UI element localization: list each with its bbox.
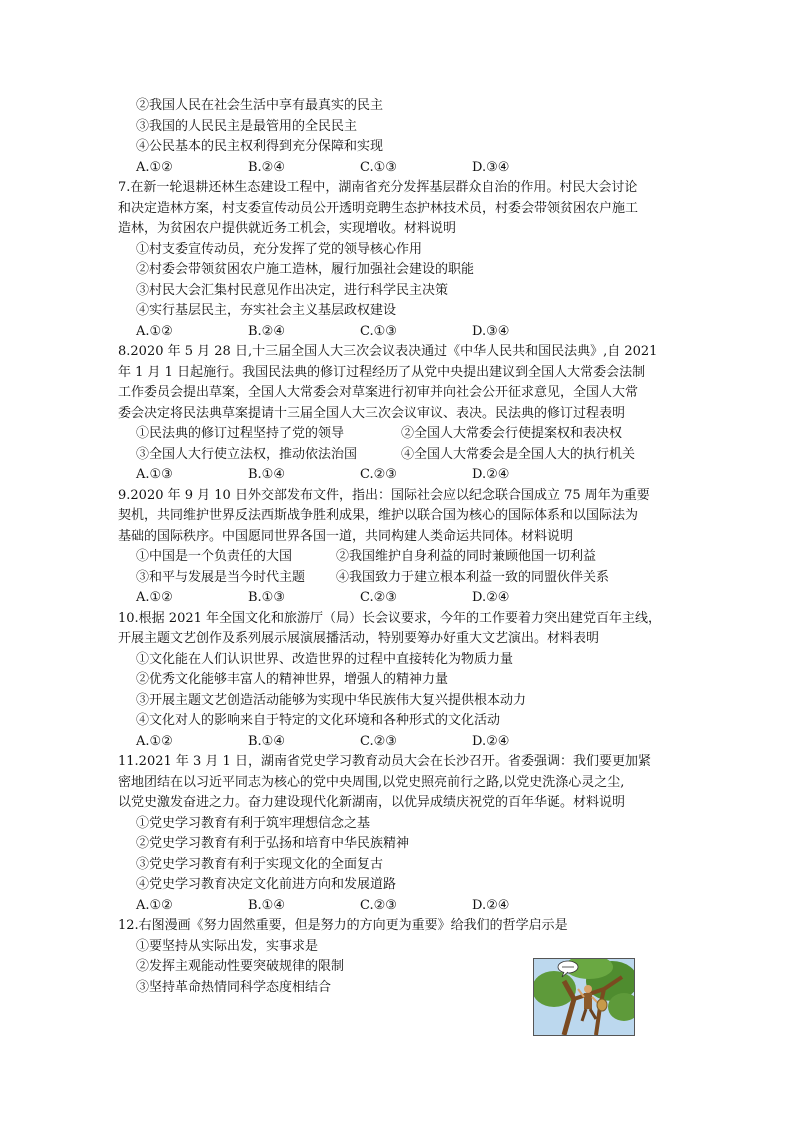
- q8-option-row-1: [118, 424, 678, 445]
- q9-option-2: ②我国维护自身利益的同时兼顾他国一切利益: [336, 549, 597, 564]
- q9-stem-line-1: 9.2020 年 9 月 10 日外交部发布文件，指出：国际社会应以纪念联合国成立 75 周年为重要: [118, 487, 650, 503]
- q6-option-2: ②我国人民在社会生活中享有最真实的民主: [136, 98, 384, 113]
- q8-option-4: ④全国人大常委会是全国人大的执行机关: [401, 446, 636, 462]
- q9-choice-b[interactable]: B.①③: [248, 590, 285, 605]
- q11-choice-d[interactable]: D.②④: [472, 897, 510, 913]
- q8-stem-line-4: 委会决定将民法典草案提请十三届全国人大三次会议审议、表决。民法典的修订过程表明: [118, 405, 626, 421]
- q11-choice-b[interactable]: B.①④: [248, 897, 285, 913]
- q10-choice-a[interactable]: A.①②: [136, 733, 173, 749]
- q7-choice-d[interactable]: D.③④: [472, 323, 510, 339]
- q10-choice-c[interactable]: C.②③: [360, 733, 397, 749]
- q10-choice-b[interactable]: B.①④: [248, 733, 285, 749]
- q11-option-4: ④党史学习教育决定文化前进方向和发展道路: [136, 877, 397, 892]
- q8-choice-d[interactable]: D.②④: [472, 467, 510, 482]
- q10-stem-line-2: 开展主题文艺创作及系列展示展演展播活动，特别要筹办好重大文艺演出。材料表明: [118, 631, 600, 646]
- exam-page: [118, 96, 678, 998]
- q11-stem-line-3: 以党史激发奋进之力。奋力建设现代化新湖南，以优异成绩庆祝党的百年华诞。材料说明: [118, 795, 626, 810]
- q6-option-3: ③我国的人民民主是最管用的全民民主: [136, 118, 358, 134]
- q10-choices: [118, 732, 678, 753]
- q8-option-2: ②全国人大常委会行使提案权和表决权: [401, 426, 623, 441]
- q11-choice-c[interactable]: C.②③: [360, 897, 397, 913]
- q8-stem-line-3: 工作委员会提出草案，全国人大常委会对草案进行初审并向社会公开征求意见，全国人大常: [118, 385, 639, 400]
- q8-option-1: ①民法典的修订过程坚持了党的领导: [136, 426, 345, 441]
- q7-option-2: ②村委会带领贫困农户施工造林，履行加强社会建设的职能: [136, 262, 475, 277]
- q10-option-1: ①文化能在人们认识世界、改造世界的过程中直接转化为物质力量: [136, 651, 514, 667]
- q7-choice-a[interactable]: A.①②: [136, 323, 173, 339]
- q10-option-3: ③开展主题文艺创造活动能够为实现中华民族伟大复兴提供根本动力: [136, 692, 527, 708]
- q8-option-row-2: [118, 445, 678, 466]
- q12-option-3: ③坚持革命热情同科学态度相结合: [136, 979, 332, 995]
- q7-choice-b[interactable]: B.②④: [248, 323, 285, 339]
- q9-choices: [118, 588, 678, 609]
- q6-option-4: ④公民基本的民主权利得到充分保障和实现: [136, 139, 384, 154]
- q7-choices: [118, 322, 678, 343]
- q11-stem-line-2: 密地团结在以习近平同志为核心的党中央周围,以党史照亮前行之路,以党史洗涤心灵之尘,: [118, 774, 625, 790]
- q12-stem-line-1: 12.右图漫画《努力固然重要，但是努力的方向更为重要》给我们的哲学启示是: [118, 918, 568, 933]
- q9-stem-line-2: 契机，共同维护世界反法西斯战争胜利成果，维护以联合国为核心的国际体系和以国际法为: [118, 508, 639, 523]
- q9-option-4: ④我国致力于建立根本利益一致的同盟伙伴关系: [336, 569, 610, 585]
- q9-choice-a[interactable]: A.①②: [136, 590, 173, 605]
- q6-choice-b[interactable]: B.②④: [248, 159, 285, 175]
- q8-choice-c[interactable]: C.②③: [360, 467, 397, 482]
- q8-choice-b[interactable]: B.①④: [248, 467, 285, 482]
- q11-choices: [118, 896, 678, 917]
- q7-stem-line-1: 7.在新一轮退耕还林生态建设工程中，湖南省充分发挥基层群众自治的作用。村民大会讨论: [118, 180, 638, 195]
- q7-choice-c[interactable]: C.①③: [360, 323, 397, 339]
- q9-stem-line-3: 基础的国际秩序。中国愿同世界各国一道，共同构建人类命运共同体。材料说明: [118, 528, 574, 544]
- q12-option-1: ①要坚持从实际出发，实事求是: [136, 938, 319, 954]
- q6-choice-d[interactable]: D.③④: [472, 159, 510, 175]
- q11-option-2: ②党史学习教育有利于弘扬和培育中华民族精神: [136, 836, 410, 851]
- cartoon-tree-climber-illustration: [534, 959, 634, 1035]
- q7-option-1: ①村支委宣传动员，充分发挥了党的领导核心作用: [136, 241, 423, 257]
- q8-option-3: ③全国人大行使立法权，推动依法治国: [136, 446, 358, 462]
- cartoon-image: [533, 958, 635, 1036]
- q8-stem-line-2: 年 1 月 1 日起施行。我国民法典的修订过程经历了从党中央提出建议到全国人大常委会法制: [118, 364, 646, 380]
- q10-option-2: ②优秀文化能够丰富人的精神世界，增强人的精神力量: [136, 672, 449, 687]
- q6-choices: [118, 158, 678, 179]
- q9-choice-d[interactable]: D.②④: [472, 590, 510, 605]
- q9-option-1: ①中国是一个负责任的大国: [136, 549, 293, 564]
- q7-option-3: ③村民大会汇集村民意见作出决定，进行科学民主决策: [136, 282, 449, 298]
- q10-choice-d[interactable]: D.②④: [472, 733, 510, 749]
- q9-option-3: ③和平与发展是当今时代主题: [136, 569, 306, 585]
- q11-choice-a[interactable]: A.①②: [136, 897, 173, 913]
- q9-option-row-1: [118, 547, 678, 568]
- q10-stem-line-1: 10.根据 2021 年全国文化和旅游厅（局）长会议要求，今年的工作要着力突出建党百年主线，: [118, 610, 662, 626]
- q10-option-4: ④文化对人的影响来自于特定的文化环境和各种形式的文化活动: [136, 713, 501, 728]
- q6-choice-c[interactable]: C.①③: [360, 159, 397, 175]
- q8-choices: [118, 465, 678, 486]
- q8-choice-a[interactable]: A.①③: [136, 467, 173, 482]
- q12-option-2: ②发挥主观能动性要突破规律的限制: [136, 959, 345, 974]
- q7-stem-line-2: 和决定造林方案，村支委宣传动员公开透明竞聘生态护林技术员，村委会带领贫困农户施工: [118, 200, 639, 216]
- q11-stem-line-1: 11.2021 年 3 月 1 日，湖南省党史学习教育动员大会在长沙召开。省委强调：我们要更加紧: [118, 754, 651, 769]
- q9-option-row-2: [118, 568, 678, 589]
- q9-choice-c[interactable]: C.②③: [360, 590, 397, 605]
- q11-option-1: ①党史学习教育有利于筑牢理想信念之基: [136, 815, 371, 831]
- q11-option-3: ③党史学习教育有利于实现文化的全面复古: [136, 856, 384, 872]
- q8-stem-line-1: 8.2020 年 5 月 28 日,十三届全国人大三次会议表决通过《中华人民共和国民法典》,自 2021: [118, 344, 658, 359]
- q7-stem-line-3: 造林，为贫困农户提供就近务工机会，实现增收。材料说明: [118, 221, 457, 236]
- q7-option-4: ④实行基层民主，夯实社会主义基层政权建设: [136, 303, 397, 318]
- q6-choice-a[interactable]: A.①②: [136, 159, 173, 175]
